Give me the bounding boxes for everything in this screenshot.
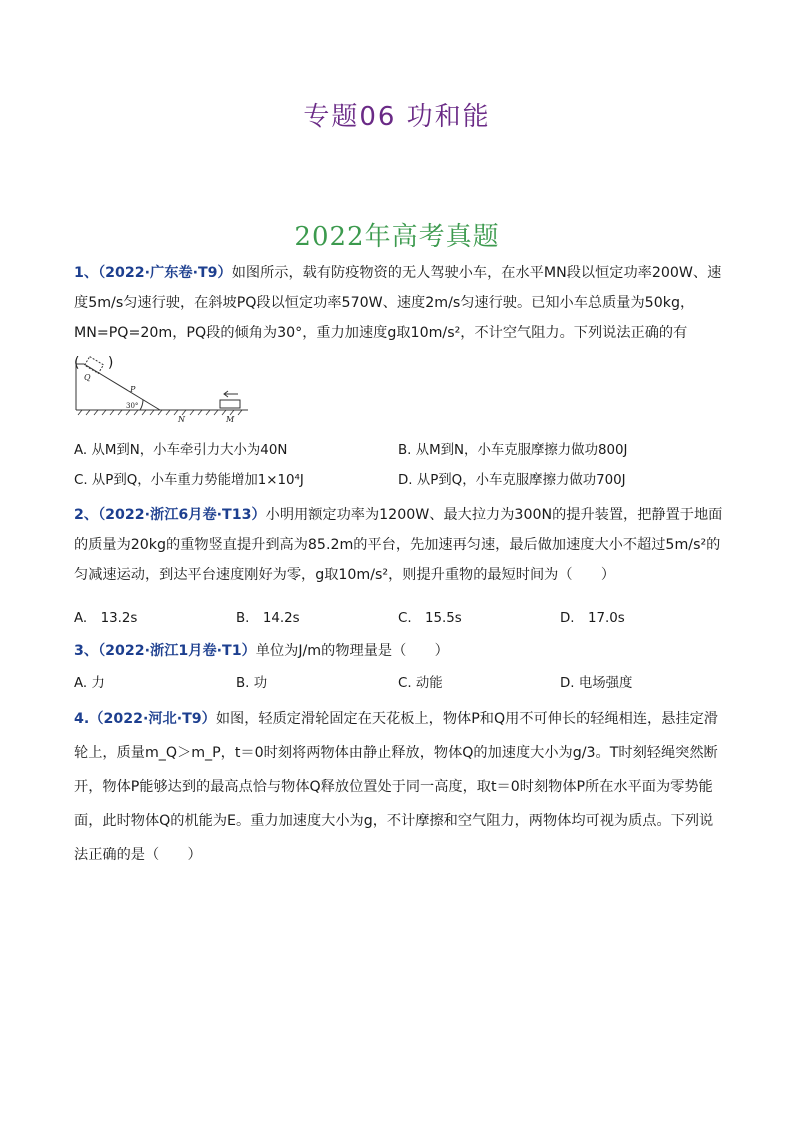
question-text: 单位为J/m的物理量是（ ） bbox=[255, 643, 449, 659]
label-angle: 30° bbox=[126, 402, 139, 410]
question-4 bbox=[74, 702, 726, 872]
question-text: 小明用额定功率为1200W、最大拉力为300N的提升装置，把静置于地面的质量为20kg的重物竖直提升到高为85.2m的平台，先加速再匀速，最后做加速度大小不超过5m/s²的匀减速运动，到达平台速度刚好为零，g取10m/s²，则提升重物的最短时间为（ ） bbox=[74, 507, 723, 583]
question-source: （2022·广东卷·T9） bbox=[98, 265, 232, 281]
option-a[interactable]: A. 13.2s bbox=[74, 611, 138, 626]
question-number: 4. bbox=[74, 711, 90, 727]
option-d[interactable]: D. 从P到Q，小车克服摩擦力做功700J bbox=[398, 473, 626, 488]
question-source: （2022·浙江6月卷·T13） bbox=[98, 507, 266, 523]
option-c[interactable]: C. 15.5s bbox=[398, 611, 462, 626]
option-c[interactable]: C. 动能 bbox=[398, 676, 443, 691]
option-b[interactable]: B. 功 bbox=[236, 676, 268, 691]
question-text: 如图，轻质定滑轮固定在天花板上，物体P和Q用不可伸长的轻绳相连，悬挂定滑轮上，质量m_Q＞m_P，t＝0时刻将两物体由静止释放，物体Q的加速度大小为g/3。T时刻轻绳突然断开，物体P能够达到的最高点恰与物体Q释放位置处于同一高度，取t＝0时刻物体P所在水平面为零势能面，此时物体Q的机能为E。重力加速度大小为g，不计摩擦和空气阻力，两物体均可视为质点。下列说法正确的是（ ） bbox=[74, 711, 718, 863]
label-n: N bbox=[178, 415, 185, 424]
label-q: Q bbox=[84, 373, 91, 382]
option-b[interactable]: B. 从M到N，小车克服摩擦力做功800J bbox=[398, 443, 628, 458]
question-text: 如图所示，载有防疫物资的无人驾驶小车，在水平MN段以恒定功率200W、速度5m/s匀速行驶，在斜坡PQ段以恒定功率570W、速度2m/s匀速行驶。已知小车总质量为50kg，MN=PQ=20m，PQ段的倾角为30°，重力加速度g取10m/s²，不计空气阻力。下列说法正确的有( ) bbox=[74, 265, 722, 371]
option-b[interactable]: B. 14.2s bbox=[236, 611, 300, 626]
label-m: M bbox=[226, 415, 235, 424]
question-number: 2、 bbox=[74, 507, 99, 523]
options-row bbox=[74, 470, 726, 492]
ground-hatch bbox=[78, 410, 242, 415]
question-source: （2022·河北·T9） bbox=[89, 711, 216, 727]
options-row bbox=[74, 673, 726, 695]
option-d[interactable]: D. 电场强度 bbox=[560, 676, 633, 691]
option-a[interactable]: A. 从M到N，小车牵引力大小为40N bbox=[74, 443, 288, 458]
question-3 bbox=[74, 636, 726, 666]
question-number: 1、 bbox=[74, 265, 99, 281]
option-d[interactable]: D. 17.0s bbox=[560, 611, 625, 626]
options-row bbox=[74, 440, 726, 462]
question-2 bbox=[74, 500, 726, 590]
cart-on-ground bbox=[220, 400, 240, 408]
question-number: 3、 bbox=[74, 643, 99, 659]
cart-on-slope bbox=[85, 357, 104, 374]
incline-figure bbox=[74, 352, 250, 434]
document-title: 专题06 功和能 bbox=[303, 102, 491, 132]
incline-slope bbox=[76, 364, 160, 410]
question-source: （2022·浙江1月卷·T1） bbox=[98, 643, 256, 659]
section-title: 2022年高考真题 bbox=[294, 222, 500, 252]
angle-arc bbox=[140, 400, 143, 410]
option-c[interactable]: C. 从P到Q，小车重力势能增加1×10⁴J bbox=[74, 473, 304, 488]
option-a[interactable]: A. 力 bbox=[74, 676, 105, 691]
options-row bbox=[74, 608, 726, 630]
label-p: P bbox=[130, 385, 136, 394]
